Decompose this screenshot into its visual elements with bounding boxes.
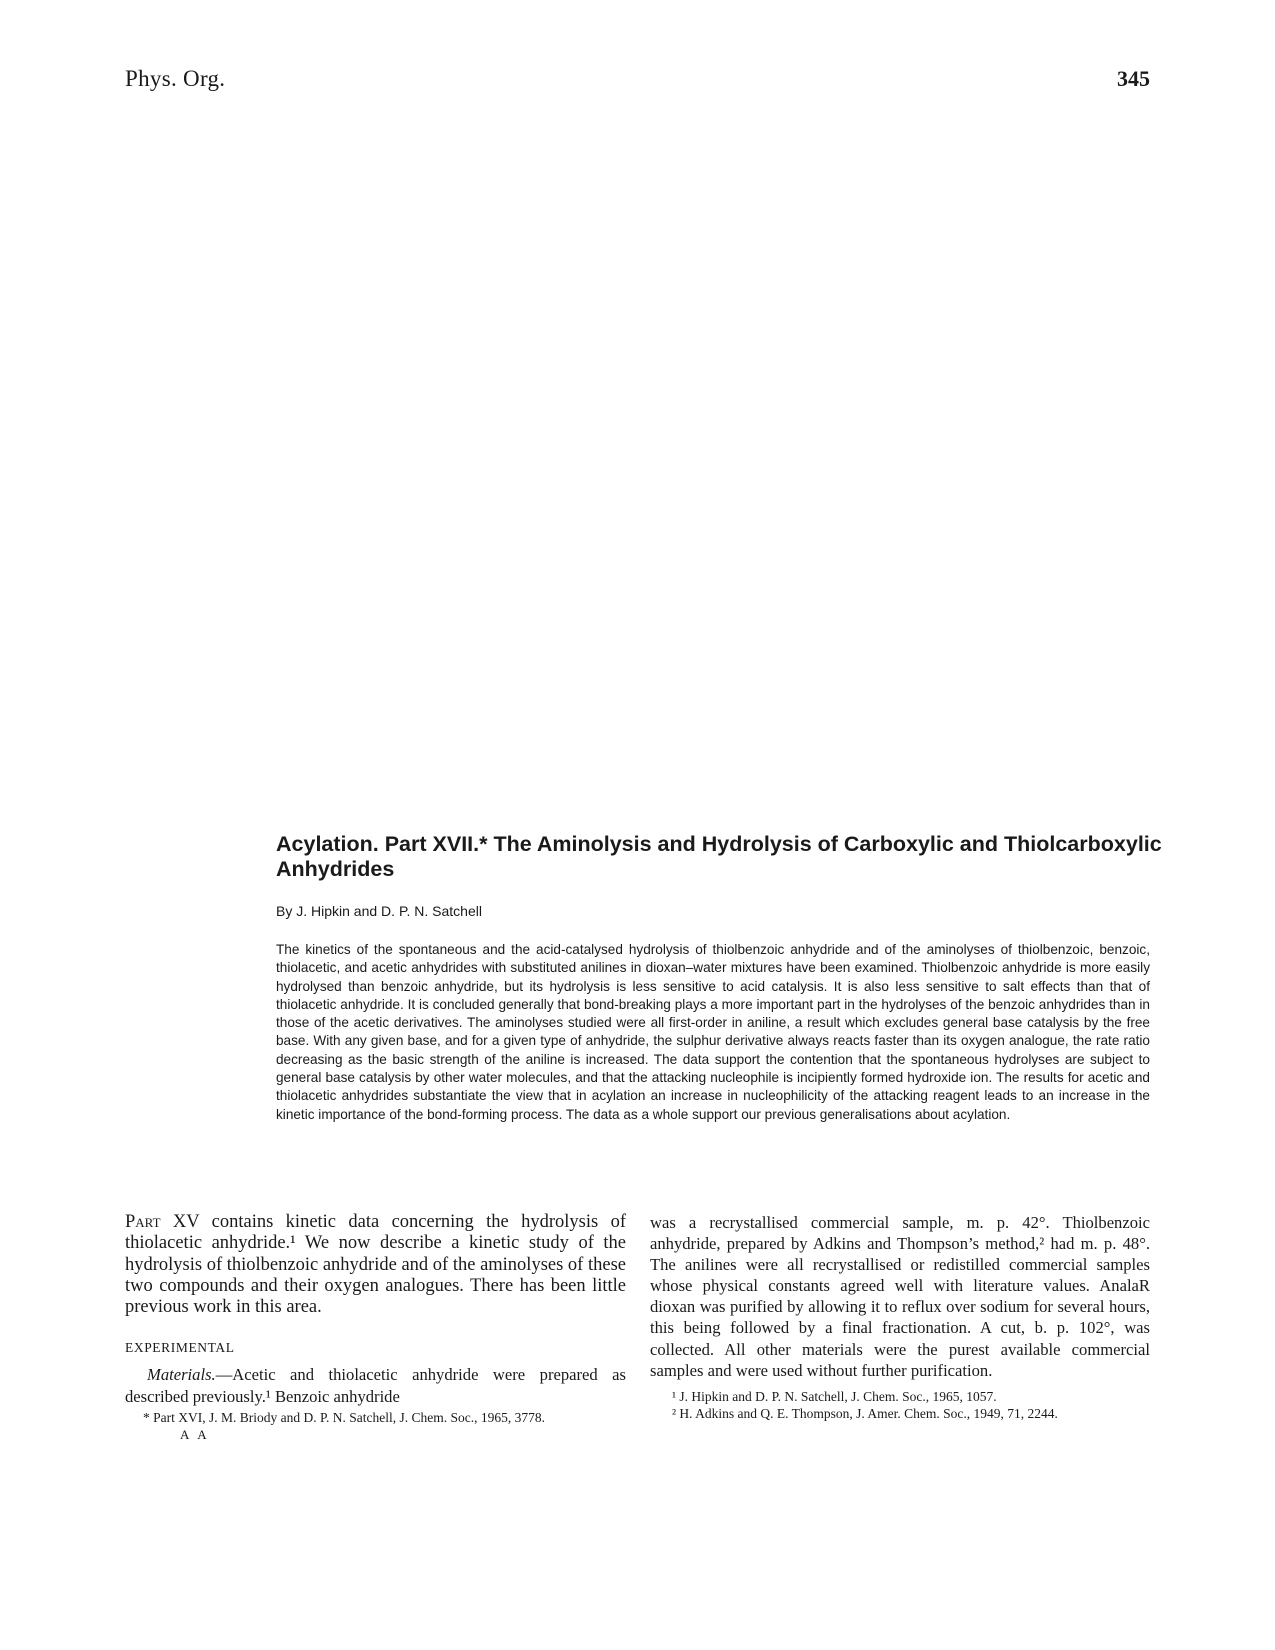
running-head: Phys. Org. <box>125 66 226 91</box>
signature-mark: A A <box>180 1427 210 1443</box>
intro-paragraph <box>125 1212 626 1318</box>
intro-text: XV contains kinetic data concerning the hydrolysis of thiolacetic anhydride.¹ We now describe a kinetic study of the hydrolysis of thiolbenzoic anhydride and of the aminolyses of these two compounds and their oxygen analogues. There has been little previous work in this area. <box>125 1212 626 1318</box>
materials-label: Materials. <box>147 1365 216 1385</box>
footnote-2: ² H. Adkins and Q. E. Thompson, J. Amer. Chem. Soc., 1949, 71, 2244. <box>672 1406 1058 1422</box>
materials-paragraph <box>125 1364 626 1406</box>
article-abstract: The kinetics of the spontaneous and the acid-catalysed hydrolysis of thiolbenzoic anhydride and of the aminolyses of thiolbenzoic, benzoic, thiolacetic, and acetic anhydrides with substituted anilines in dioxan–water mixtures have been examined. Thiolbenzoic anhydride is more easily hydrolysed than benzoic anhydride, but its hydrolysis is less sensitive to acid catalysis. It is also less sensitive to salt effects than that of thiolacetic anhydride. It is concluded generally that bond-breaking plays a more important part in the hydrolyses of the benzoic anhydrides than in those of the acetic derivatives. The aminolyses studied were all first-order in aniline, a result which excludes general base catalysis by the free base. With any given base, and for a given type of anhydride, the sulphur derivative always reacts faster than its oxygen analogue, the rate ratio decreasing as the basic strength of the aniline is increased. The data support the contention that the spontaneous hydrolyses are subject to general base catalysis by other water molecules, and that the attacking nucleophile is incipiently formed hydroxide ion. The results for acetic and thiolacetic anhydrides substantiate the view that in acylation an increase in nucleophilicity of the attacking reagent leads to an increase in the kinetic importance of the bond-forming process. The data as a whole support our previous generalisations about acylation. <box>276 942 1150 1122</box>
right-paragraph: was a recrystallised commercial sample, m. p. 42°. Thiolbenzoic anhydride, prepared by Adkins and Thompson’s method,² had m. p. 48°. The anilines were all recrystallised or redistilled commercial samples whose physical constants agreed well with literature values. AnalaR dioxan was purified by allowing it to reflux over sodium for several hours, this being followed by a final fractionation. A cut, b. p. 102°, was collected. All other materials were the purest available commercial samples and were used without further purification. <box>650 1213 1150 1380</box>
article-title: Acylation. Part XVII.* The Aminolysis and Hydrolysis of Carboxylic and Thiolcarboxylic Anhydrides <box>276 832 1162 881</box>
intro-lead: Part <box>125 1212 161 1232</box>
article-byline: By J. Hipkin and D. P. N. Satchell <box>276 903 482 919</box>
footnote-1: ¹ J. Hipkin and D. P. N. Satchell, J. Chem. Soc., 1965, 1057. <box>672 1388 997 1404</box>
page-number: 345 <box>1117 66 1150 91</box>
right-column <box>650 1212 1150 1422</box>
section-heading: EXPERIMENTAL <box>125 1340 235 1356</box>
left-column <box>125 1212 626 1443</box>
footnote-star: * Part XVI, J. M. Briody and D. P. N. Satchell, J. Chem. Soc., 1965, 3778. <box>143 1409 545 1425</box>
materials-text: —Acetic and thiolacetic anhydride were prepared as described previously.¹ Benzoic anhydride <box>125 1365 626 1406</box>
